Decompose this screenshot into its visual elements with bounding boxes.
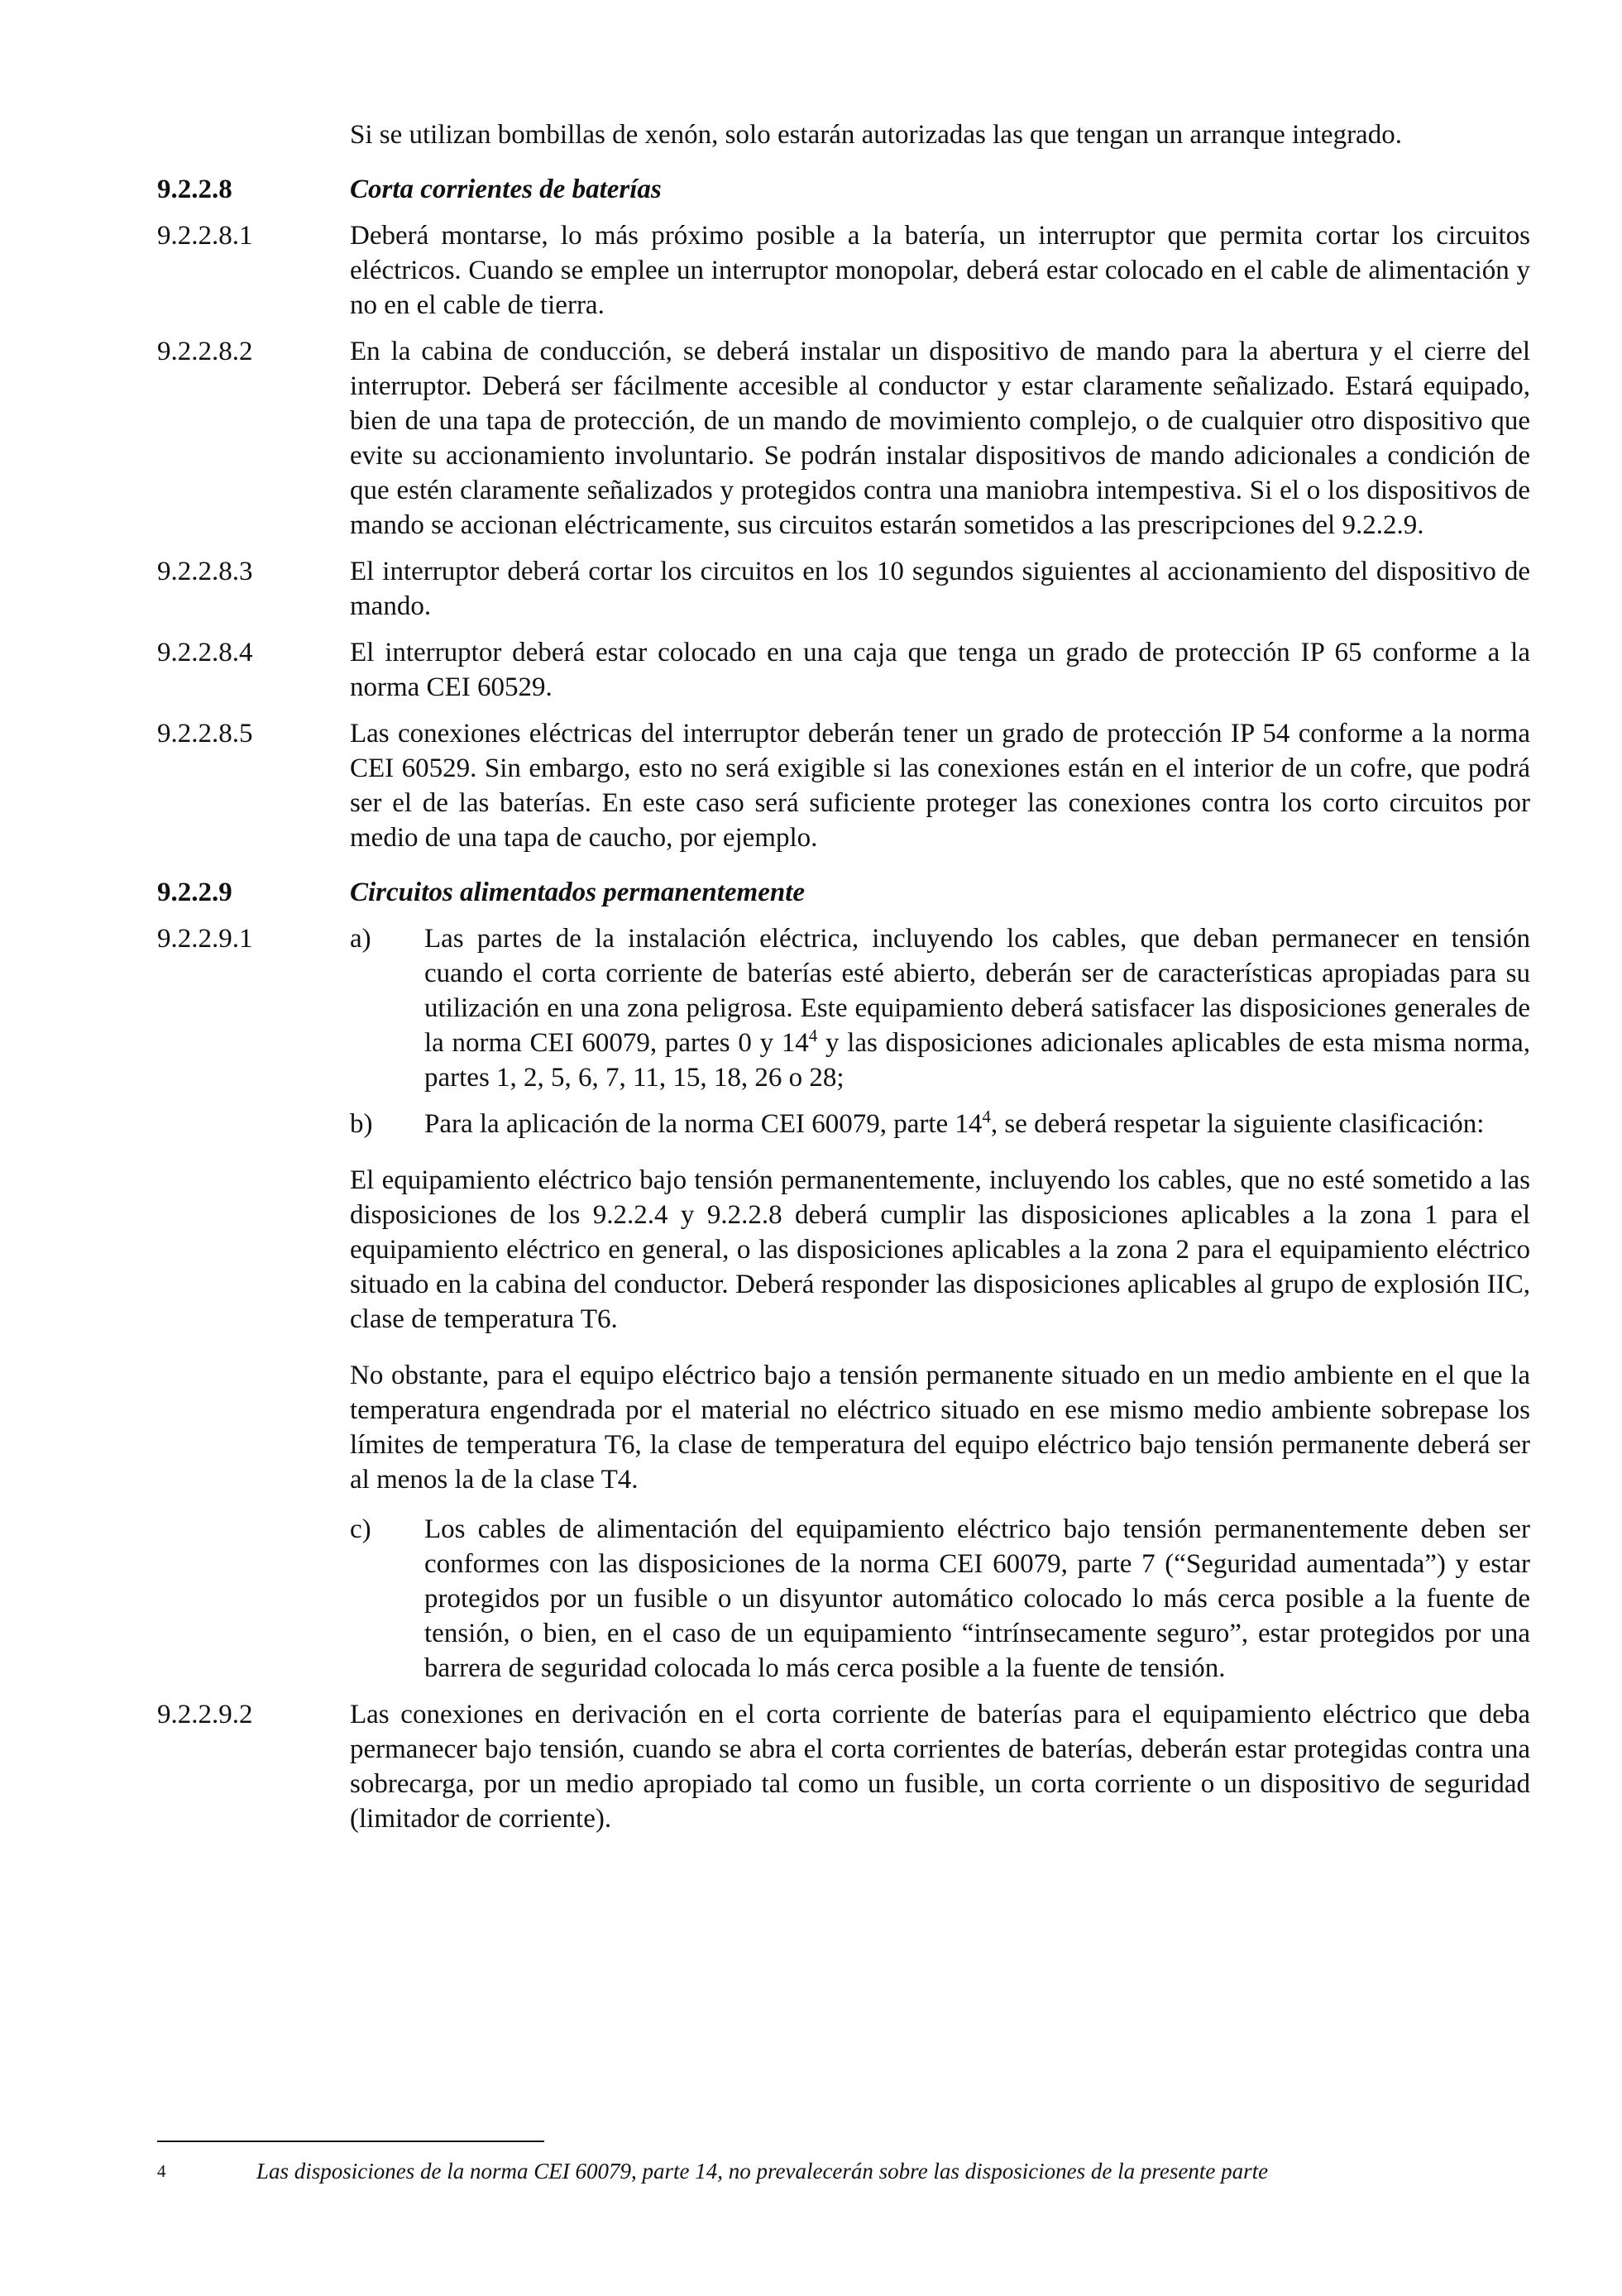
list-text-part: y las disposiciones adicionales aplicables de esta misma norma, partes 1, 2, 5, 6, 7, 11, 15, 18, 26 o 28;: [424, 1028, 1531, 1093]
clause-text: En la cabina de conducción, se deberá instalar un dispositivo de mando para la abertura y el cierre del interruptor. Deberá ser fácilmente accesible al conductor y estar claramente señalizado. Estará equipado, bien de una tapa de protección, de un mando de movimiento complejo, o de cualquier otro dispositivo que evite su accionamiento involuntario. Se podrán instalar dispositivos de mando adicionales a condición de que estén claramente señalizados y protegidos contra una maniobra intempestiva. Si el o los dispositivos de mando se accionan eléctricamente, sus circuitos estarán sometidos a las prescripciones del 9.2.2.9.: [350, 337, 1530, 540]
list-text-part: Para la aplicación de la norma CEI 60079, parte 14: [424, 1109, 983, 1139]
clause-9-2-2-8-3: [157, 554, 1530, 624]
clause-body: [350, 1512, 1530, 1686]
list-text-part: Las partes de la instalación eléctrica, incluyendo los cables, que deban permanecer en tensión cuando el corta corriente de baterías esté abierto, deberán ser de características apropiadas para su utilización en una zona peligrosa. Este equipamiento deberá satisfacer las disposiciones generales de la norma CEI 60079, partes 0 y 14: [424, 924, 1530, 1058]
list-text: Los cables de alimentación del equipamiento eléctrico bajo tensión permanentemente deben ser conformes con las disposiciones de la norma CEI 60079, parte 7 (“Seguridad aumentada”) y estar protegidos por un fusible o un disyuntor automático colocado lo más cerca posible a la fuente de tensión, o bien, en el caso de un equipamiento “intrínsecamente seguro”, estar protegidos por una barrera de seguridad colocada lo más cerca posible a la fuente de tensión.: [424, 1514, 1530, 1683]
clause-text: El interruptor deberá estar colocado en una caja que tenga un grado de protección IP 65 conforme a la norma CEI 60529.: [350, 638, 1530, 702]
list-label: b): [350, 1109, 373, 1139]
section-title: Corta corrientes de baterías: [350, 175, 662, 204]
classification-paragraph: El equipamiento eléctrico bajo tensión permanentemente, incluyendo los cables, que no esté sometido a las disposiciones de los 9.2.2.4 y 9.2.2.8 deberá cumplir las disposiciones aplicables a la zona 1 para el equipamiento eléctrico en general, o las disposiciones aplicables a la zona 2 para el equipamiento eléctrico situado en la cabina del conductor. Deberá responder las disposiciones aplicables al grupo de explosión IIC, clase de temperatura T6.: [350, 1165, 1530, 1334]
list-text: [424, 1107, 1530, 1141]
clause-9-2-2-9-1: [157, 921, 1530, 1141]
clause-text: Deberá montarse, lo más próximo posible a la batería, un interruptor que permita cortar los circuitos eléctricos. Cuando se emplee un interruptor monopolar, deberá estar colocado en el cable de alimentación y no en el cable de tierra.: [350, 221, 1530, 320]
clause-number: 9.2.2.9.2: [157, 1700, 253, 1729]
section-number: 9.2.2.9: [157, 878, 232, 907]
clause-text: El interruptor deberá cortar los circuitos en los 10 segundos siguientes al accionamiento del dispositivo de mando.: [350, 557, 1530, 621]
list-label: a): [350, 924, 371, 954]
list-label: c): [350, 1514, 371, 1544]
footnote-separator: [157, 2141, 544, 2142]
temperature-paragraph: No obstante, para el equipo eléctrico bajo a tensión permanente situado en un medio ambiente en el que la temperatura engendrada por el material no eléctrico situado en ese mismo medio ambiente sobrepase los límites de temperatura T6, la clase de temperatura del equipo eléctrico bajo tensión permanente deberá ser al menos la de la clase T4.: [350, 1361, 1530, 1495]
section-title: Circuitos alimentados permanentemente: [350, 878, 806, 907]
page-content: [157, 117, 1530, 1836]
footnote-number: 4: [157, 2161, 166, 2181]
clause-9-2-2-8-4: [157, 635, 1530, 705]
section-number: 9.2.2.8: [157, 175, 232, 204]
list-item-c-row: [157, 1512, 1530, 1686]
clause-9-2-2-8-2: [157, 334, 1530, 543]
list-text: [424, 921, 1530, 1095]
intro-paragraph: Si se utilizan bombillas de xenón, solo estarán autorizadas las que tengan un arranque integrado.: [350, 120, 1402, 150]
clause-number: 9.2.2.9.1: [157, 924, 253, 954]
clause-number: 9.2.2.8.4: [157, 638, 253, 667]
footnote-text: Las disposiciones de la norma CEI 60079, parte 14, no prevalecerán sobre las disposiciones de la presente parte: [256, 2159, 1269, 2184]
clause-number: 9.2.2.8.3: [157, 557, 253, 586]
clause-9-2-2-8-1: [157, 218, 1530, 323]
clause-9-2-2-9-2: [157, 1697, 1530, 1836]
list-text-part: , se deberá respetar la siguiente clasificación:: [990, 1109, 1485, 1139]
list-item-b: [350, 1107, 1530, 1141]
clause-text: Las conexiones eléctricas del interruptor deberán tener un grado de protección IP 54 conforme a la norma CEI 60529. Sin embargo, esto no será exigible si las conexiones están en el interior de un cofre, que podrá ser el de las baterías. En este caso será suficiente proteger las conexiones contra los corto circuitos por medio de una tapa de caucho, por ejemplo.: [350, 719, 1530, 853]
section-heading-9-2-2-8: [157, 172, 1530, 207]
clause-number: 9.2.2.8.1: [157, 221, 253, 251]
clause-text: Las conexiones en derivación en el corta corriente de baterías para el equipamiento eléctrico que deba permanecer bajo tensión, cuando se abra el corta corrientes de baterías, deberán estar protegidas contra una sobrecarga, por un medio apropiado tal como un fusible, un corta corriente o un dispositivo de seguridad (limitador de corriente).: [350, 1700, 1530, 1834]
footnote: [157, 2157, 1530, 2185]
clause-body: [350, 921, 1530, 1141]
clause-number: 9.2.2.8.2: [157, 337, 253, 366]
clause-number: 9.2.2.8.5: [157, 719, 253, 749]
footnote-reference: 4: [808, 1026, 818, 1045]
footnote-reference: 4: [982, 1107, 991, 1126]
list-item-c: [350, 1512, 1530, 1686]
section-heading-9-2-2-9: [157, 875, 1530, 910]
list-item-a: [350, 921, 1530, 1095]
clause-9-2-2-8-5: [157, 716, 1530, 855]
